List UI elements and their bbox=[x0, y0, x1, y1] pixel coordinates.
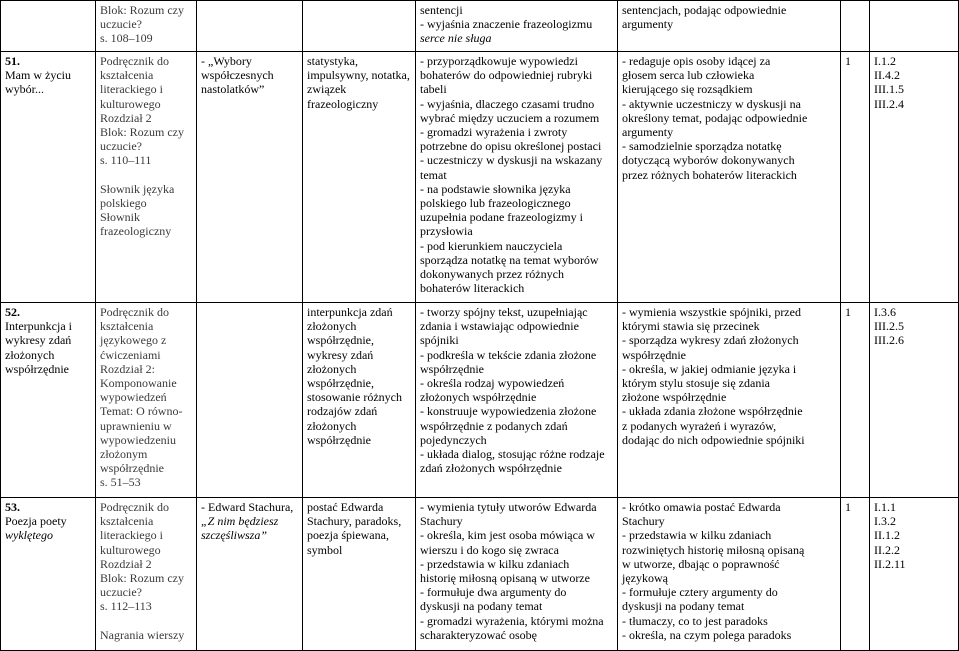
materials-cell-line: literackiego i bbox=[100, 528, 163, 543]
concepts-cell-line: impulsywny, notatka, bbox=[307, 68, 410, 83]
basic-requirements-cell-line: tabeli bbox=[420, 82, 447, 97]
curriculum-cell-line: III.2.6 bbox=[874, 333, 904, 348]
curriculum-cell bbox=[870, 303, 959, 498]
topic-cell-line: wykresy zdań bbox=[5, 333, 72, 348]
extended-requirements-cell-line: którymi stawia się przecinek bbox=[622, 319, 760, 334]
basic-requirements-cell-line: uzupełnia podane frazeologizmy i bbox=[420, 210, 583, 225]
texts-cell bbox=[197, 498, 303, 651]
materials-cell-line: s. 51–53 bbox=[100, 475, 141, 490]
table-row bbox=[1, 1, 959, 52]
materials-cell-line: kulturowego bbox=[100, 96, 161, 111]
materials-cell-line: uprawnieniu w bbox=[100, 418, 172, 433]
topic-cell bbox=[1, 1, 96, 52]
concepts-cell-line: frazeologiczny bbox=[307, 96, 379, 111]
materials-cell-line: s. 112–113 bbox=[100, 599, 152, 614]
concepts-cell-line: statystyka, bbox=[307, 54, 358, 68]
basic-requirements-cell-line: - określa rodzaj wypowiedzeń bbox=[420, 376, 565, 391]
concepts-cell-line: postać Edwarda bbox=[307, 500, 384, 514]
curriculum-cell-line: I.3.2 bbox=[874, 514, 896, 529]
concepts-cell bbox=[303, 52, 416, 303]
basic-requirements-cell-line: - gromadzi wyrażenia, którymi można bbox=[420, 613, 604, 628]
extended-requirements-cell-line: - określa, w jakiej odmianie języka i bbox=[622, 361, 797, 376]
extended-requirements-cell-line: - krótko omawia postać Edwarda bbox=[622, 500, 781, 514]
basic-requirements-cell-line: współrzędnie z podanych zdań bbox=[420, 418, 568, 433]
extended-requirements-cell bbox=[618, 498, 841, 651]
extended-requirements-cell-line: - układa zdania złożone współrzędnie bbox=[622, 404, 803, 419]
curriculum-cell-line: I.1.1 bbox=[874, 500, 896, 514]
table-row bbox=[1, 52, 959, 303]
curriculum-cell bbox=[870, 498, 959, 651]
materials-cell-line: Podręcznik do bbox=[100, 305, 169, 319]
basic-requirements-cell-line: - przyporządkowuje wypowiedzi bbox=[420, 54, 578, 68]
topic-cell-line: Mam w życiu bbox=[5, 68, 71, 83]
lesson-number: 53. bbox=[5, 500, 20, 514]
concepts-cell-line: złożonych bbox=[307, 319, 357, 334]
topic-cell bbox=[1, 498, 96, 651]
concepts-cell-line: współrzędnie bbox=[307, 432, 371, 447]
basic-requirements-cell-line: zdania i wstawiając odpowiednie bbox=[420, 319, 579, 334]
texts-cell bbox=[197, 52, 303, 303]
basic-requirements-cell-line: zdań złożonych współrzędnie bbox=[420, 461, 562, 476]
hours-cell: 1 bbox=[841, 52, 870, 303]
table-row bbox=[1, 303, 959, 498]
blank-line bbox=[100, 168, 192, 182]
basic-requirements-cell-line: - układa dialog, stosując różne rodzaje bbox=[420, 447, 605, 462]
materials-cell bbox=[96, 1, 197, 52]
materials-cell-line: Podręcznik do bbox=[100, 54, 169, 68]
materials-cell-line: uczucie? bbox=[100, 17, 142, 32]
extended-requirements-cell-line: - określa, na czym polega paradoks bbox=[622, 627, 792, 642]
basic-requirements-cell bbox=[416, 52, 618, 303]
extended-requirements-cell-line: - aktywnie uczestniczy w dyskusji na bbox=[622, 96, 801, 111]
extended-requirements-cell-line: dodając do nich odpowiednie spójniki bbox=[622, 432, 805, 447]
extended-requirements-cell-line: - sporządza wykresy zdań złożonych bbox=[622, 333, 799, 348]
lesson-number: 52. bbox=[5, 305, 20, 319]
topic-cell bbox=[1, 52, 96, 303]
curriculum-cell-line: III.2.5 bbox=[874, 319, 904, 334]
basic-requirements-cell-line: - wymienia tytuły utworów Edwarda bbox=[420, 500, 597, 514]
materials-cell bbox=[96, 303, 197, 498]
basic-requirements-cell-line: wybrać między uczuciem a rozumem bbox=[420, 110, 600, 125]
extended-requirements-cell-line: Stachury bbox=[622, 514, 665, 529]
basic-requirements-cell-line: - wyjaśnia, dlaczego czasami trudno bbox=[420, 96, 595, 111]
extended-requirements-cell-line: dyskusji na podany temat bbox=[622, 599, 745, 614]
concepts-cell bbox=[303, 1, 416, 52]
basic-requirements-cell bbox=[416, 303, 618, 498]
basic-requirements-cell-line: wierszu i do kogo się zwraca bbox=[420, 542, 559, 557]
texts-cell bbox=[197, 303, 303, 498]
materials-cell bbox=[96, 498, 197, 651]
materials-cell-line: uczucie? bbox=[100, 585, 142, 600]
basic-requirements-cell-line: bohaterów do odpowiedniej rubryki bbox=[420, 68, 593, 83]
basic-requirements-cell-line: - podkreśla w tekście zdania złożone bbox=[420, 347, 597, 362]
curriculum-cell-line: I.1.2 bbox=[874, 54, 896, 68]
extended-requirements-cell-line: współrzędnie bbox=[622, 347, 686, 362]
materials-cell-line: Temat: O równo- bbox=[100, 404, 183, 419]
basic-requirements-cell-line: współrzędnie bbox=[420, 361, 484, 376]
texts-cell-line: - Edward Stachura, bbox=[201, 500, 294, 514]
materials-cell-line: Rozdział 2 bbox=[100, 110, 152, 125]
extended-requirements-cell-line: złożone współrzędnie bbox=[622, 390, 727, 405]
extended-requirements-cell-line: - tłumaczy, co to jest paradoks bbox=[622, 613, 768, 628]
materials-cell-line: Słownik języka bbox=[100, 181, 175, 196]
topic-cell bbox=[1, 303, 96, 498]
texts-cell-line: współczesnych bbox=[201, 68, 274, 83]
basic-requirements-cell-line: - pod kierunkiem nauczyciela bbox=[420, 238, 563, 253]
extended-requirements-cell-line: sentencjach, podając odpowiednie bbox=[622, 3, 787, 17]
extended-requirements-cell-line: - samodzielnie sporządza notatkę bbox=[622, 139, 782, 154]
concepts-cell-line: stosowanie różnych bbox=[307, 390, 402, 405]
extended-requirements-cell-line: którym stylu stosuje się zdania bbox=[622, 376, 770, 391]
topic-cell-line: złożonych bbox=[5, 347, 55, 362]
extended-requirements-cell-line: przez różnych bohaterów literackich bbox=[622, 167, 797, 182]
materials-cell-line: kształcenia bbox=[100, 514, 154, 529]
basic-requirements-cell-line: - przedstawia w kilku zdaniach bbox=[420, 556, 570, 571]
materials-cell-line: kształcenia bbox=[100, 68, 154, 83]
materials-cell-line: Komponowanie bbox=[100, 376, 177, 391]
topic-cell-line: Interpunkcja i bbox=[5, 319, 72, 334]
texts-cell-line: - „Wybory bbox=[201, 54, 252, 68]
texts-cell bbox=[197, 1, 303, 52]
materials-cell-line: złożonym bbox=[100, 447, 148, 462]
concepts-cell bbox=[303, 498, 416, 651]
basic-requirements-cell-line: - wyjaśnia znaczenie frazeologizmu bbox=[420, 17, 593, 32]
materials-cell-line: Blok: Rozum czy bbox=[100, 125, 184, 140]
materials-cell-line: Blok: Rozum czy bbox=[100, 571, 184, 586]
curriculum-cell-line: II.1.2 bbox=[874, 528, 900, 543]
curriculum-cell bbox=[870, 52, 959, 303]
curriculum-cell-line: II.2.2 bbox=[874, 542, 900, 557]
materials-cell-line: s. 110–111 bbox=[100, 153, 152, 168]
basic-requirements-cell-line: scharakteryzować osobę bbox=[420, 627, 537, 642]
materials-cell-line: Blok: Rozum czy bbox=[100, 3, 184, 17]
materials-cell-line: wypowiedzeń bbox=[100, 390, 167, 405]
curriculum-cell-line: II.4.2 bbox=[874, 68, 900, 83]
basic-requirements-cell-line: historię miłosną opisaną w utworze bbox=[420, 571, 590, 586]
topic-cell-line: Poezja poety bbox=[5, 514, 67, 529]
materials-cell-line: Rozdział 2: bbox=[100, 361, 155, 376]
basic-requirements-cell-line: - konstruuje wypowiedzenia złożone bbox=[420, 404, 597, 419]
basic-requirements-cell-line: bohaterów literackich bbox=[420, 281, 525, 296]
basic-requirements-cell-line: złożonych współrzędnie bbox=[420, 390, 537, 405]
materials-cell-line: kulturowego bbox=[100, 542, 161, 557]
texts-cell-line: nastolatków” bbox=[201, 82, 265, 97]
texts-cell-line: „Z nim będziesz bbox=[201, 514, 279, 529]
hours-cell: 1 bbox=[841, 498, 870, 651]
curriculum-cell-line: III.2.4 bbox=[874, 96, 904, 111]
concepts-cell-line: związek bbox=[307, 82, 347, 97]
basic-requirements-cell-line: - na podstawie słownika języka bbox=[420, 181, 571, 196]
materials-cell-line: polskiego bbox=[100, 195, 147, 210]
topic-cell-line: wybór... bbox=[5, 82, 44, 97]
materials-cell-line: ćwiczeniami bbox=[100, 347, 161, 362]
extended-requirements-cell-line: rozwiniętych historię miłosną opisaną bbox=[622, 542, 805, 557]
topic-cell-line: wyklętego bbox=[5, 528, 53, 543]
materials-cell bbox=[96, 52, 197, 303]
materials-cell-line: Podręcznik do bbox=[100, 500, 169, 514]
concepts-cell-line: interpunkcja zdań bbox=[307, 305, 393, 319]
materials-cell-line: s. 108–109 bbox=[100, 31, 153, 46]
materials-cell-line: współrzędnie bbox=[100, 461, 164, 476]
extended-requirements-cell-line: - przedstawia w kilku zdaniach bbox=[622, 528, 772, 543]
table-row bbox=[1, 498, 959, 651]
materials-cell-line: uczucie? bbox=[100, 139, 142, 154]
extended-requirements-cell-line: określony temat, podając odpowiednie bbox=[622, 110, 808, 125]
basic-requirements-cell-line: - określa, kim jest osoba mówiąca w bbox=[420, 528, 595, 543]
texts-cell-line: szczęśliwsza” bbox=[201, 528, 268, 543]
basic-requirements-cell-line: sporządza notatkę na temat wyborów bbox=[420, 252, 599, 267]
extended-requirements-cell-line: - redaguje opis osoby idącej za bbox=[622, 54, 771, 68]
basic-requirements-cell-line: polskiego lub frazeologicznego bbox=[420, 196, 571, 211]
extended-requirements-cell-line: argumenty bbox=[622, 17, 674, 32]
extended-requirements-cell-line: dotyczącą wyborów dokonywanych bbox=[622, 153, 795, 168]
extended-requirements-cell-line: - wymienia wszystkie spójniki, przed bbox=[622, 305, 801, 319]
basic-requirements-cell-line: - gromadzi wyrażenia i zwroty bbox=[420, 125, 568, 140]
hours-cell bbox=[841, 1, 870, 52]
materials-cell-line: Nagrania wierszy bbox=[100, 627, 185, 642]
basic-requirements-cell-line: potrzebne do opisu określonej postaci bbox=[420, 139, 602, 154]
extended-requirements-cell-line: z podanych wyrażeń i wyrazów, bbox=[622, 418, 777, 433]
basic-requirements-cell-line: - formułuje dwa argumenty do bbox=[420, 585, 567, 600]
extended-requirements-cell bbox=[618, 52, 841, 303]
materials-cell-line: kształcenia bbox=[100, 319, 154, 334]
lesson-number: 51. bbox=[5, 54, 20, 68]
basic-requirements-cell-line: dyskusji na podany temat bbox=[420, 599, 543, 614]
curriculum-cell bbox=[870, 1, 959, 52]
concepts-cell bbox=[303, 303, 416, 498]
extended-requirements-cell-line: kierującego się rozsądkiem bbox=[622, 82, 753, 97]
concepts-cell-line: złożonych bbox=[307, 361, 357, 376]
materials-cell-line: wypowiedzeniu bbox=[100, 432, 176, 447]
basic-requirements-cell bbox=[416, 1, 618, 52]
curriculum-cell-line: II.2.11 bbox=[874, 556, 906, 571]
concepts-cell-line: współrzędnie, bbox=[307, 376, 374, 391]
basic-requirements-cell-line: temat bbox=[420, 167, 447, 182]
extended-requirements-cell bbox=[618, 1, 841, 52]
basic-requirements-cell-line: - tworzy spójny tekst, uzupełniając bbox=[420, 305, 588, 319]
curriculum-cell-line: I.3.6 bbox=[874, 305, 896, 319]
topic-cell-line: współrzędnie bbox=[5, 361, 69, 376]
materials-cell-line: Słownik bbox=[100, 210, 141, 225]
extended-requirements-cell-line: w utworze, dbając o poprawność bbox=[622, 556, 780, 571]
materials-cell-line: językowego z bbox=[100, 333, 167, 348]
materials-cell-line: frazeologiczny bbox=[100, 224, 172, 239]
extended-requirements-cell-line: - formułuje cztery argumenty do bbox=[622, 585, 778, 600]
concepts-cell-line: Stachury, paradoks, bbox=[307, 514, 402, 529]
basic-requirements-cell-line: pojedynczych bbox=[420, 432, 487, 447]
extended-requirements-cell-line: głosem serca lub człowieka bbox=[622, 68, 755, 83]
concepts-cell-line: symbol bbox=[307, 542, 343, 557]
extended-requirements-cell bbox=[618, 303, 841, 498]
basic-requirements-cell-line: - uczestniczy w dyskusji na wskazany bbox=[420, 153, 603, 168]
basic-requirements-cell bbox=[416, 498, 618, 651]
basic-requirements-cell-line: dokonywanych przez różnych bbox=[420, 267, 564, 282]
basic-requirements-cell-line: przysłowia bbox=[420, 224, 473, 239]
concepts-cell-line: rodzajów zdań bbox=[307, 404, 378, 419]
concepts-cell-line: poezja śpiewana, bbox=[307, 528, 389, 543]
concepts-cell-line: złożonych bbox=[307, 418, 357, 433]
extended-requirements-cell-line: językową bbox=[622, 571, 668, 586]
extended-requirements-cell-line: argumenty bbox=[622, 125, 674, 140]
basic-requirements-cell-line: serce nie sługa bbox=[420, 31, 492, 46]
curriculum-cell-line: III.1.5 bbox=[874, 82, 904, 97]
hours-cell: 1 bbox=[841, 303, 870, 498]
concepts-cell-line: wykresy zdań bbox=[307, 347, 374, 362]
basic-requirements-cell-line: spójniki bbox=[420, 333, 459, 348]
basic-requirements-cell-line: Stachury bbox=[420, 514, 463, 529]
blank-line bbox=[100, 614, 192, 628]
concepts-cell-line: współrzędnie, bbox=[307, 333, 374, 348]
materials-cell-line: literackiego i bbox=[100, 82, 163, 97]
materials-cell-line: Rozdział 2 bbox=[100, 556, 152, 571]
basic-requirements-cell-line: sentencji bbox=[420, 3, 463, 17]
